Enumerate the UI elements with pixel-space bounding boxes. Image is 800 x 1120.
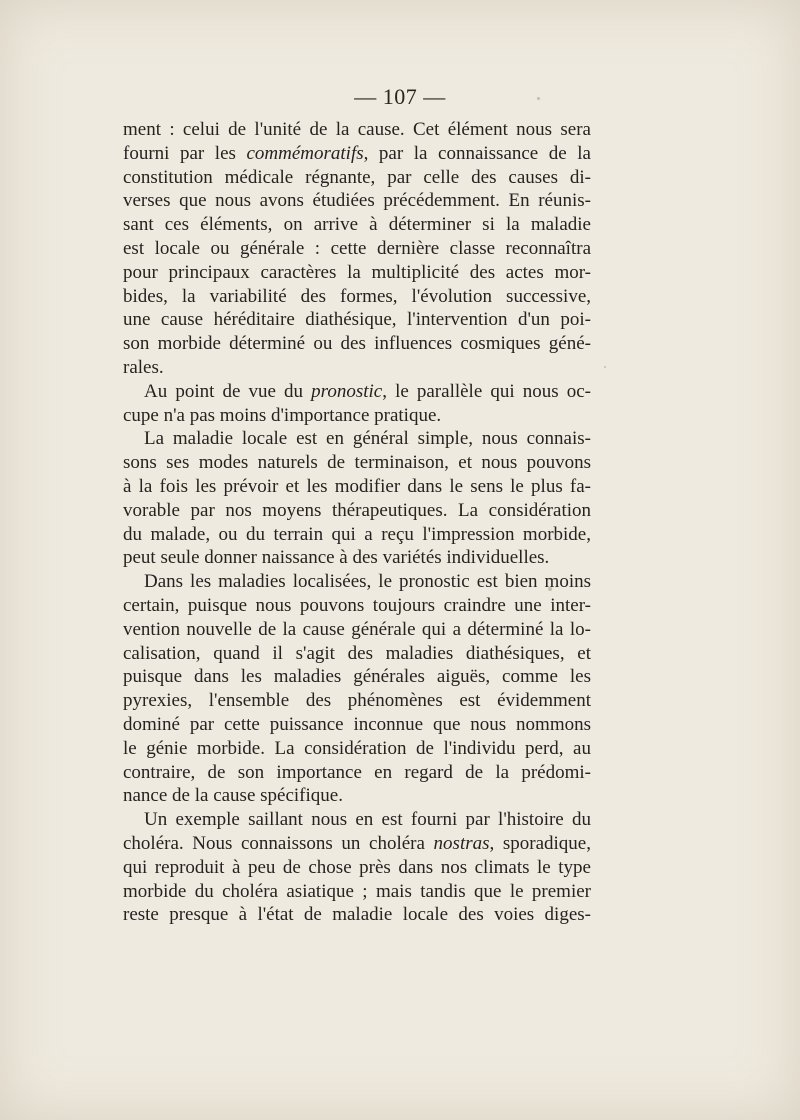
- text-line: nance de la cause spécifique.: [123, 785, 343, 807]
- page-number: — 107 —: [354, 84, 446, 109]
- text-line: contraire, de son importance en regard de la prédomi-: [123, 761, 591, 783]
- text-line: du malade, ou du terrain qui a reçu l'impression morbide,: [123, 523, 591, 545]
- paper-speck: [537, 97, 540, 100]
- text-line: La maladie locale est en général simple, nous connais-: [144, 428, 591, 450]
- text-line: dominé par cette puissance inconnue que nous nommons: [123, 713, 591, 735]
- text-line: une cause héréditaire diathésique, l'intervention d'un poi-: [123, 309, 591, 331]
- italic-term: commémoratifs: [246, 142, 364, 164]
- text-line: à la fois les prévoir et les modifier dans le sens le plus fa-: [123, 475, 591, 497]
- text-line: [123, 142, 591, 166]
- text-line: le génie morbide. La considération de l'individu perd, au: [123, 737, 591, 759]
- text-line: cupe n'a pas moins d'importance pratique.: [123, 404, 442, 426]
- text-line: vorable par nos moyens thérapeutiques. La considération: [123, 499, 591, 521]
- text-line: peut seule donner naissance à des variétés individuelles.: [123, 547, 550, 569]
- text-line: sant ces éléments, on arrive à déterminer si la maladie: [123, 214, 591, 236]
- italic-term: pronostic: [311, 380, 383, 402]
- text-line: rales.: [123, 356, 164, 378]
- text-span: , par la connaissance de la: [363, 142, 591, 164]
- text-line: [123, 380, 591, 404]
- text-line: qui reproduit à peu de chose près dans nos climats le type: [123, 856, 591, 878]
- text-line: ment : celui de l'unité de la cause. Cet élément nous sera: [123, 119, 591, 140]
- text-line: calisation, quand il s'agit des maladies diathésiques, et: [123, 642, 591, 664]
- text-line: [123, 832, 591, 856]
- text-span: , sporadique,: [489, 832, 591, 854]
- text-line: est locale ou générale : cette dernière classe reconnaîtra: [123, 237, 591, 259]
- text-line: puisque dans les maladies générales aiguës, comme les: [123, 666, 591, 688]
- text-span: , le parallèle qui nous oc-: [382, 380, 591, 402]
- text-line: vention nouvelle de la cause générale qui a déterminé la lo-: [123, 618, 591, 640]
- text-line: son morbide déterminé ou des influences cosmiques géné-: [123, 333, 591, 355]
- text-span: Au point de vue du: [144, 380, 312, 402]
- text-line: constitution médicale régnante, par celle des causes di-: [123, 166, 591, 188]
- body-text: [123, 118, 591, 927]
- text-line: Dans les maladies localisées, le pronostic est bien moins: [144, 571, 591, 593]
- italic-term: nostras: [433, 832, 490, 854]
- text-line: bides, la variabilité des formes, l'évolution successive,: [123, 285, 591, 307]
- text-span: fourni par les: [123, 142, 247, 164]
- text-line: pour principaux caractères la multiplicité des actes mor-: [123, 261, 591, 283]
- paper-speck: [548, 587, 552, 591]
- text-line: certain, puisque nous pouvons toujours craindre une inter-: [123, 594, 591, 616]
- text-line: pyrexies, l'ensemble des phénomènes est évidemment: [123, 690, 591, 712]
- text-line: reste presque à l'état de maladie locale des voies diges-: [123, 904, 591, 926]
- paper-speck: [604, 366, 606, 368]
- text-line: verses que nous avons étudiées précédemment. En réunis-: [123, 190, 591, 212]
- text-line: sons ses modes naturels de terminaison, et nous pouvons: [123, 452, 591, 474]
- text-line: morbide du choléra asiatique ; mais tandis que le premier: [123, 880, 591, 902]
- text-line: Un exemple saillant nous en est fourni par l'histoire du: [144, 809, 591, 831]
- text-span: choléra. Nous connaissons un choléra: [123, 832, 434, 854]
